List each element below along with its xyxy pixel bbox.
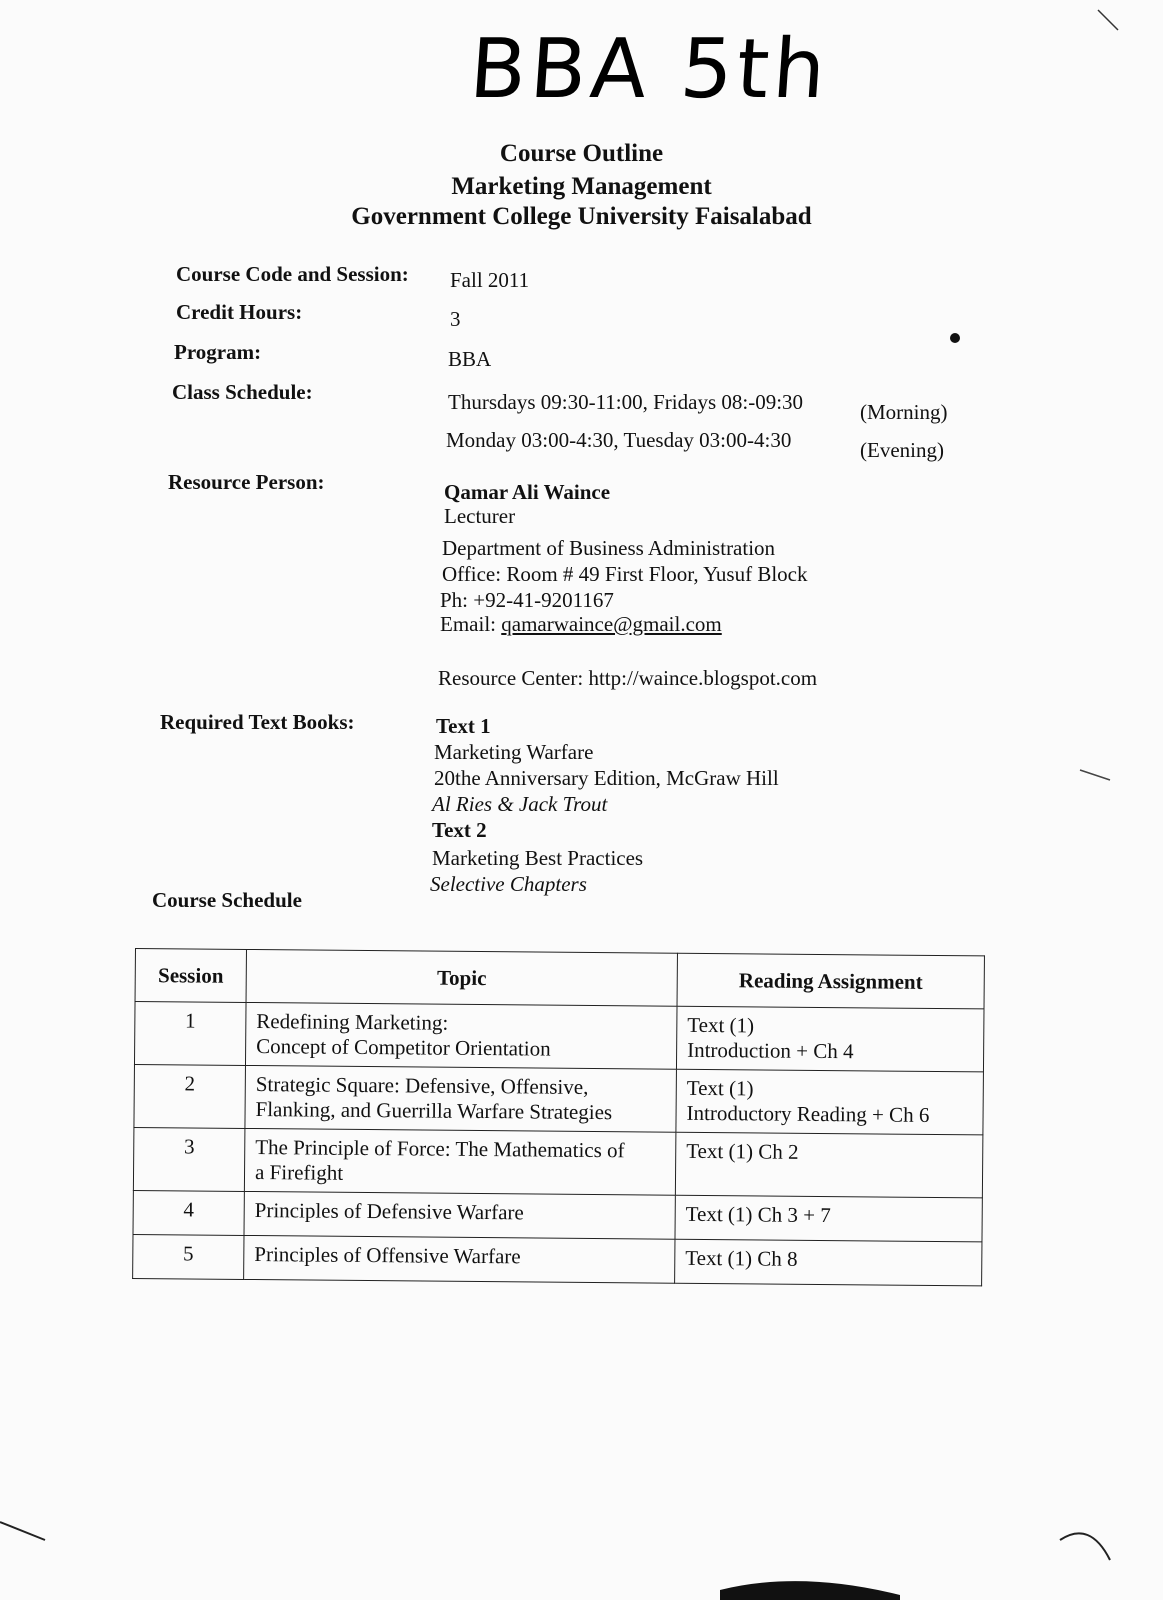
text2-note: Selective Chapters [430, 872, 587, 896]
email-label: Email: [440, 612, 496, 636]
person-name: Qamar Ali Waince [444, 480, 611, 504]
reading-line: Introductory Reading + Ch 6 [686, 1100, 930, 1127]
doc-title: Course Outline [499, 140, 664, 167]
session-cell: 4 [133, 1190, 244, 1235]
course-name: Marketing Management [451, 173, 712, 200]
scan-mark [0, 1522, 45, 1540]
scan-mark [1080, 770, 1110, 780]
session-cell: 3 [133, 1127, 245, 1191]
session-cell: 1 [134, 1002, 246, 1066]
topic-line: Flanking, and Guerrilla Warfare Strategies [255, 1097, 613, 1125]
program-value: BBA [448, 347, 492, 371]
textbooks-label: Required Text Books: [160, 710, 355, 734]
topic-line: a Firefight [254, 1160, 344, 1185]
schedule-heading: Course Schedule [152, 888, 302, 912]
topic-line: The Principle of Force: The Mathematics of [255, 1135, 625, 1163]
email-link[interactable]: qamarwaince@gmail.com [501, 612, 722, 636]
text2-heading: Text 2 [432, 818, 487, 842]
person-office: Office: Room # 49 First Floor, Yusuf Block [442, 562, 808, 586]
person-title: Lecturer [444, 504, 516, 528]
reading-line: Text (1) Ch 8 [685, 1245, 798, 1271]
text1-authors: Al Ries & Jack Trout [432, 792, 608, 816]
schedule-morning-tag: (Morning) [860, 400, 948, 424]
handwritten-note: BBA 5th [466, 22, 833, 117]
credit-hours-value: 3 [450, 307, 461, 331]
reading-line: Text (1) Ch 3 + 7 [685, 1201, 831, 1228]
schedule-evening-tag: (Evening) [860, 438, 944, 462]
col-topic: Topic [246, 949, 677, 1006]
text1-edition: 20the Anniversary Edition, McGraw Hill [434, 766, 779, 790]
class-schedule-label: Class Schedule: [172, 380, 313, 404]
schedule-morning: Thursdays 09:30-11:00, Fridays 08:-09:30 [448, 390, 804, 414]
ink-blot [950, 333, 960, 343]
scan-smudge [720, 1581, 900, 1600]
program-label: Program: [174, 340, 262, 364]
credit-hours-label: Credit Hours: [176, 300, 303, 324]
text2-title: Marketing Best Practices [432, 846, 644, 870]
topic-line: Redefining Marketing: [256, 1009, 449, 1035]
course-code-label: Course Code and Session: [176, 262, 409, 286]
text1-title: Marketing Warfare [434, 740, 594, 764]
session-cell: 2 [134, 1064, 246, 1128]
resource-person-label: Resource Person: [168, 470, 325, 494]
col-reading: Reading Assignment [677, 953, 984, 1009]
text1-heading: Text 1 [436, 714, 491, 738]
reading-line: Text (1) [687, 1012, 755, 1038]
reading-line: Introduction + Ch 4 [687, 1037, 854, 1064]
scan-mark [1060, 1533, 1110, 1560]
schedule-evening: Monday 03:00-4:30, Tuesday 03:00-4:30 [446, 428, 792, 452]
university-name: Government College University Faisalabad [351, 203, 812, 230]
topic-line: Concept of Competitor Orientation [256, 1034, 551, 1061]
scan-mark [1098, 10, 1118, 30]
reading-line: Text (1) [686, 1075, 754, 1101]
reading-line: Text (1) Ch 2 [686, 1138, 799, 1164]
person-phone: Ph: +92-41-9201167 [440, 588, 614, 612]
person-department: Department of Business Administration [442, 536, 776, 560]
topic-line: Principles of Defensive Warfare [254, 1198, 524, 1225]
course-code-value: Fall 2011 [450, 268, 530, 292]
topic-line: Principles of Offensive Warfare [254, 1242, 521, 1269]
resource-center[interactable]: Resource Center: http://waince.blogspot.com [438, 666, 818, 690]
col-session: Session [135, 949, 246, 1003]
topic-line: Strategic Square: Defensive, Offensive, [255, 1072, 589, 1099]
session-cell: 5 [133, 1234, 244, 1279]
